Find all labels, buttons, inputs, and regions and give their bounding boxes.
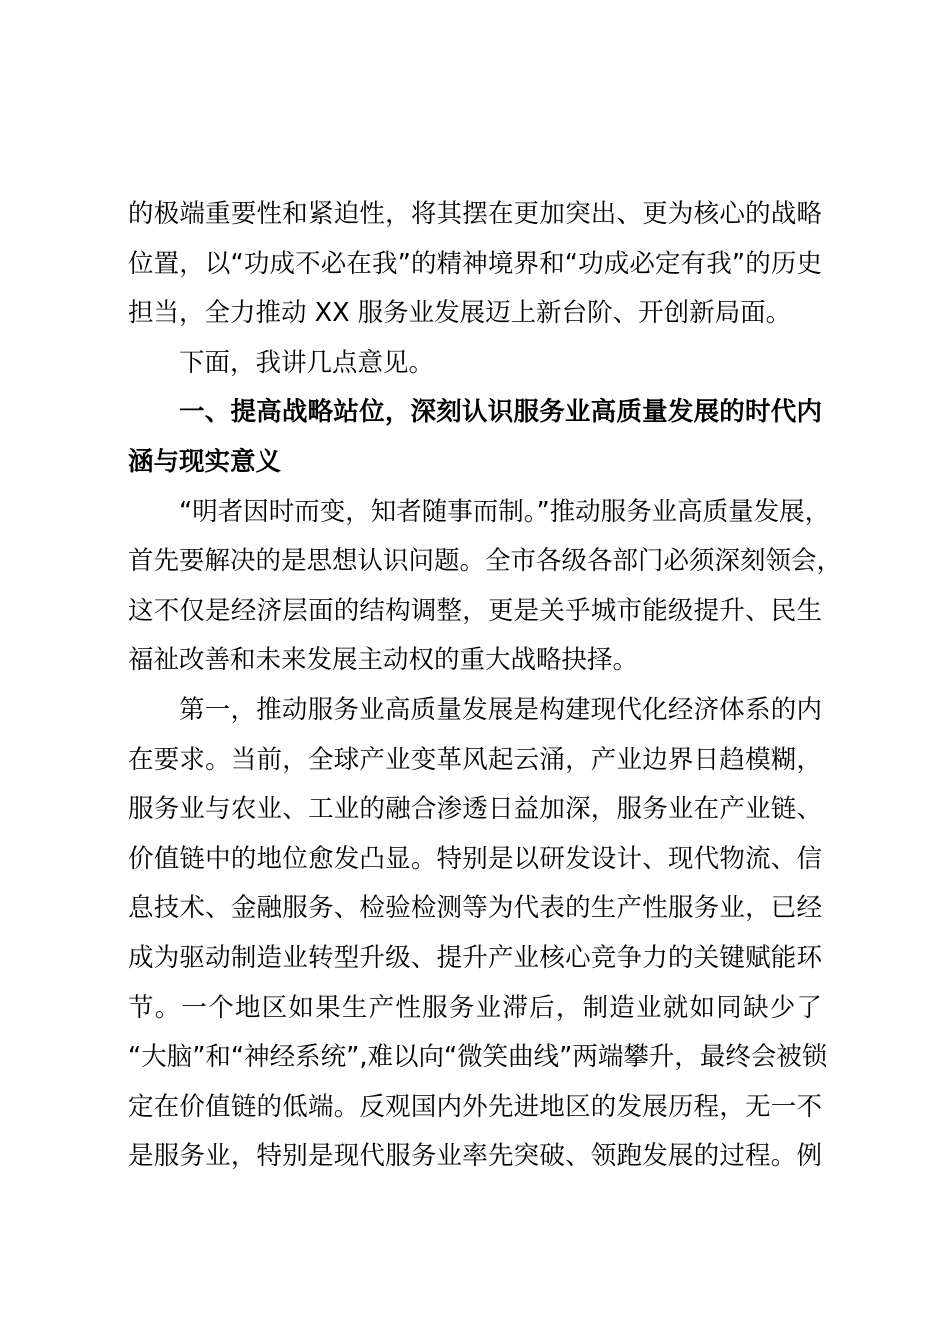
paragraph-line: “明者因时而变，知者随事而制。”推动服务业高质量发展，: [179, 496, 831, 527]
section-heading-line: 涵与现实意义: [128, 446, 282, 477]
paragraph-line: 是服务业，特别是现代服务业率先突破、领跑发展的过程。例: [128, 1141, 822, 1172]
section-heading-line: 一、提高战略站位，深刻认识服务业高质量发展的时代内: [179, 397, 822, 428]
paragraph-line: 息技术、金融服务、检验检测等为代表的生产性服务业，已经: [128, 893, 822, 924]
paragraph-line: 节。一个地区如果生产性服务业滞后，制造业就如同缺少了: [128, 992, 822, 1023]
document-body: [128, 190, 843, 1182]
paragraph-line: 第一，推动服务业高质量发展是构建现代化经济体系的内: [179, 694, 822, 725]
paragraph-line: 这不仅是经济层面的结构调整，更是关乎城市能级提升、民生: [128, 595, 822, 626]
paragraph-line: 服务业与农业、工业的融合渗透日益加深，服务业在产业链、: [128, 794, 822, 825]
paragraph-line: 首先要解决的是思想认识问题。全市各级各部门必须深刻领会，: [128, 546, 843, 577]
paragraph-line: 位置，以“功成不必在我”的精神境界和“功成必定有我”的历史: [128, 248, 822, 279]
paragraph-line: 定在价值链的低端。反观国内外先进地区的发展历程，无一不: [128, 1091, 822, 1122]
paragraph-line: 的极端重要性和紧迫性，将其摆在更加突出、更为核心的战略: [128, 199, 822, 229]
paragraph-line: 下面，我讲几点意见。: [179, 347, 435, 378]
paragraph-line: 价值链中的地位愈发凸显。特别是以研发设计、现代物流、信: [128, 843, 822, 874]
paragraph-line: 成为驱动制造业转型升级、提升产业核心竞争力的关键赋能环: [128, 942, 822, 973]
paragraph-line: 在要求。当前，全球产业变革风起云涌，产业边界日趋模糊，: [128, 744, 822, 775]
paragraph-line: “大脑”和“神经系统”,难以向“微笑曲线”两端攀升，最终会被锁: [128, 1042, 828, 1073]
paragraph-line: 担当，全力推动 XX 服务业发展迈上新台阶、开创新局面。: [128, 298, 792, 329]
paragraph-line: 福祉改善和未来发展主动权的重大战略抉择。: [128, 645, 639, 676]
